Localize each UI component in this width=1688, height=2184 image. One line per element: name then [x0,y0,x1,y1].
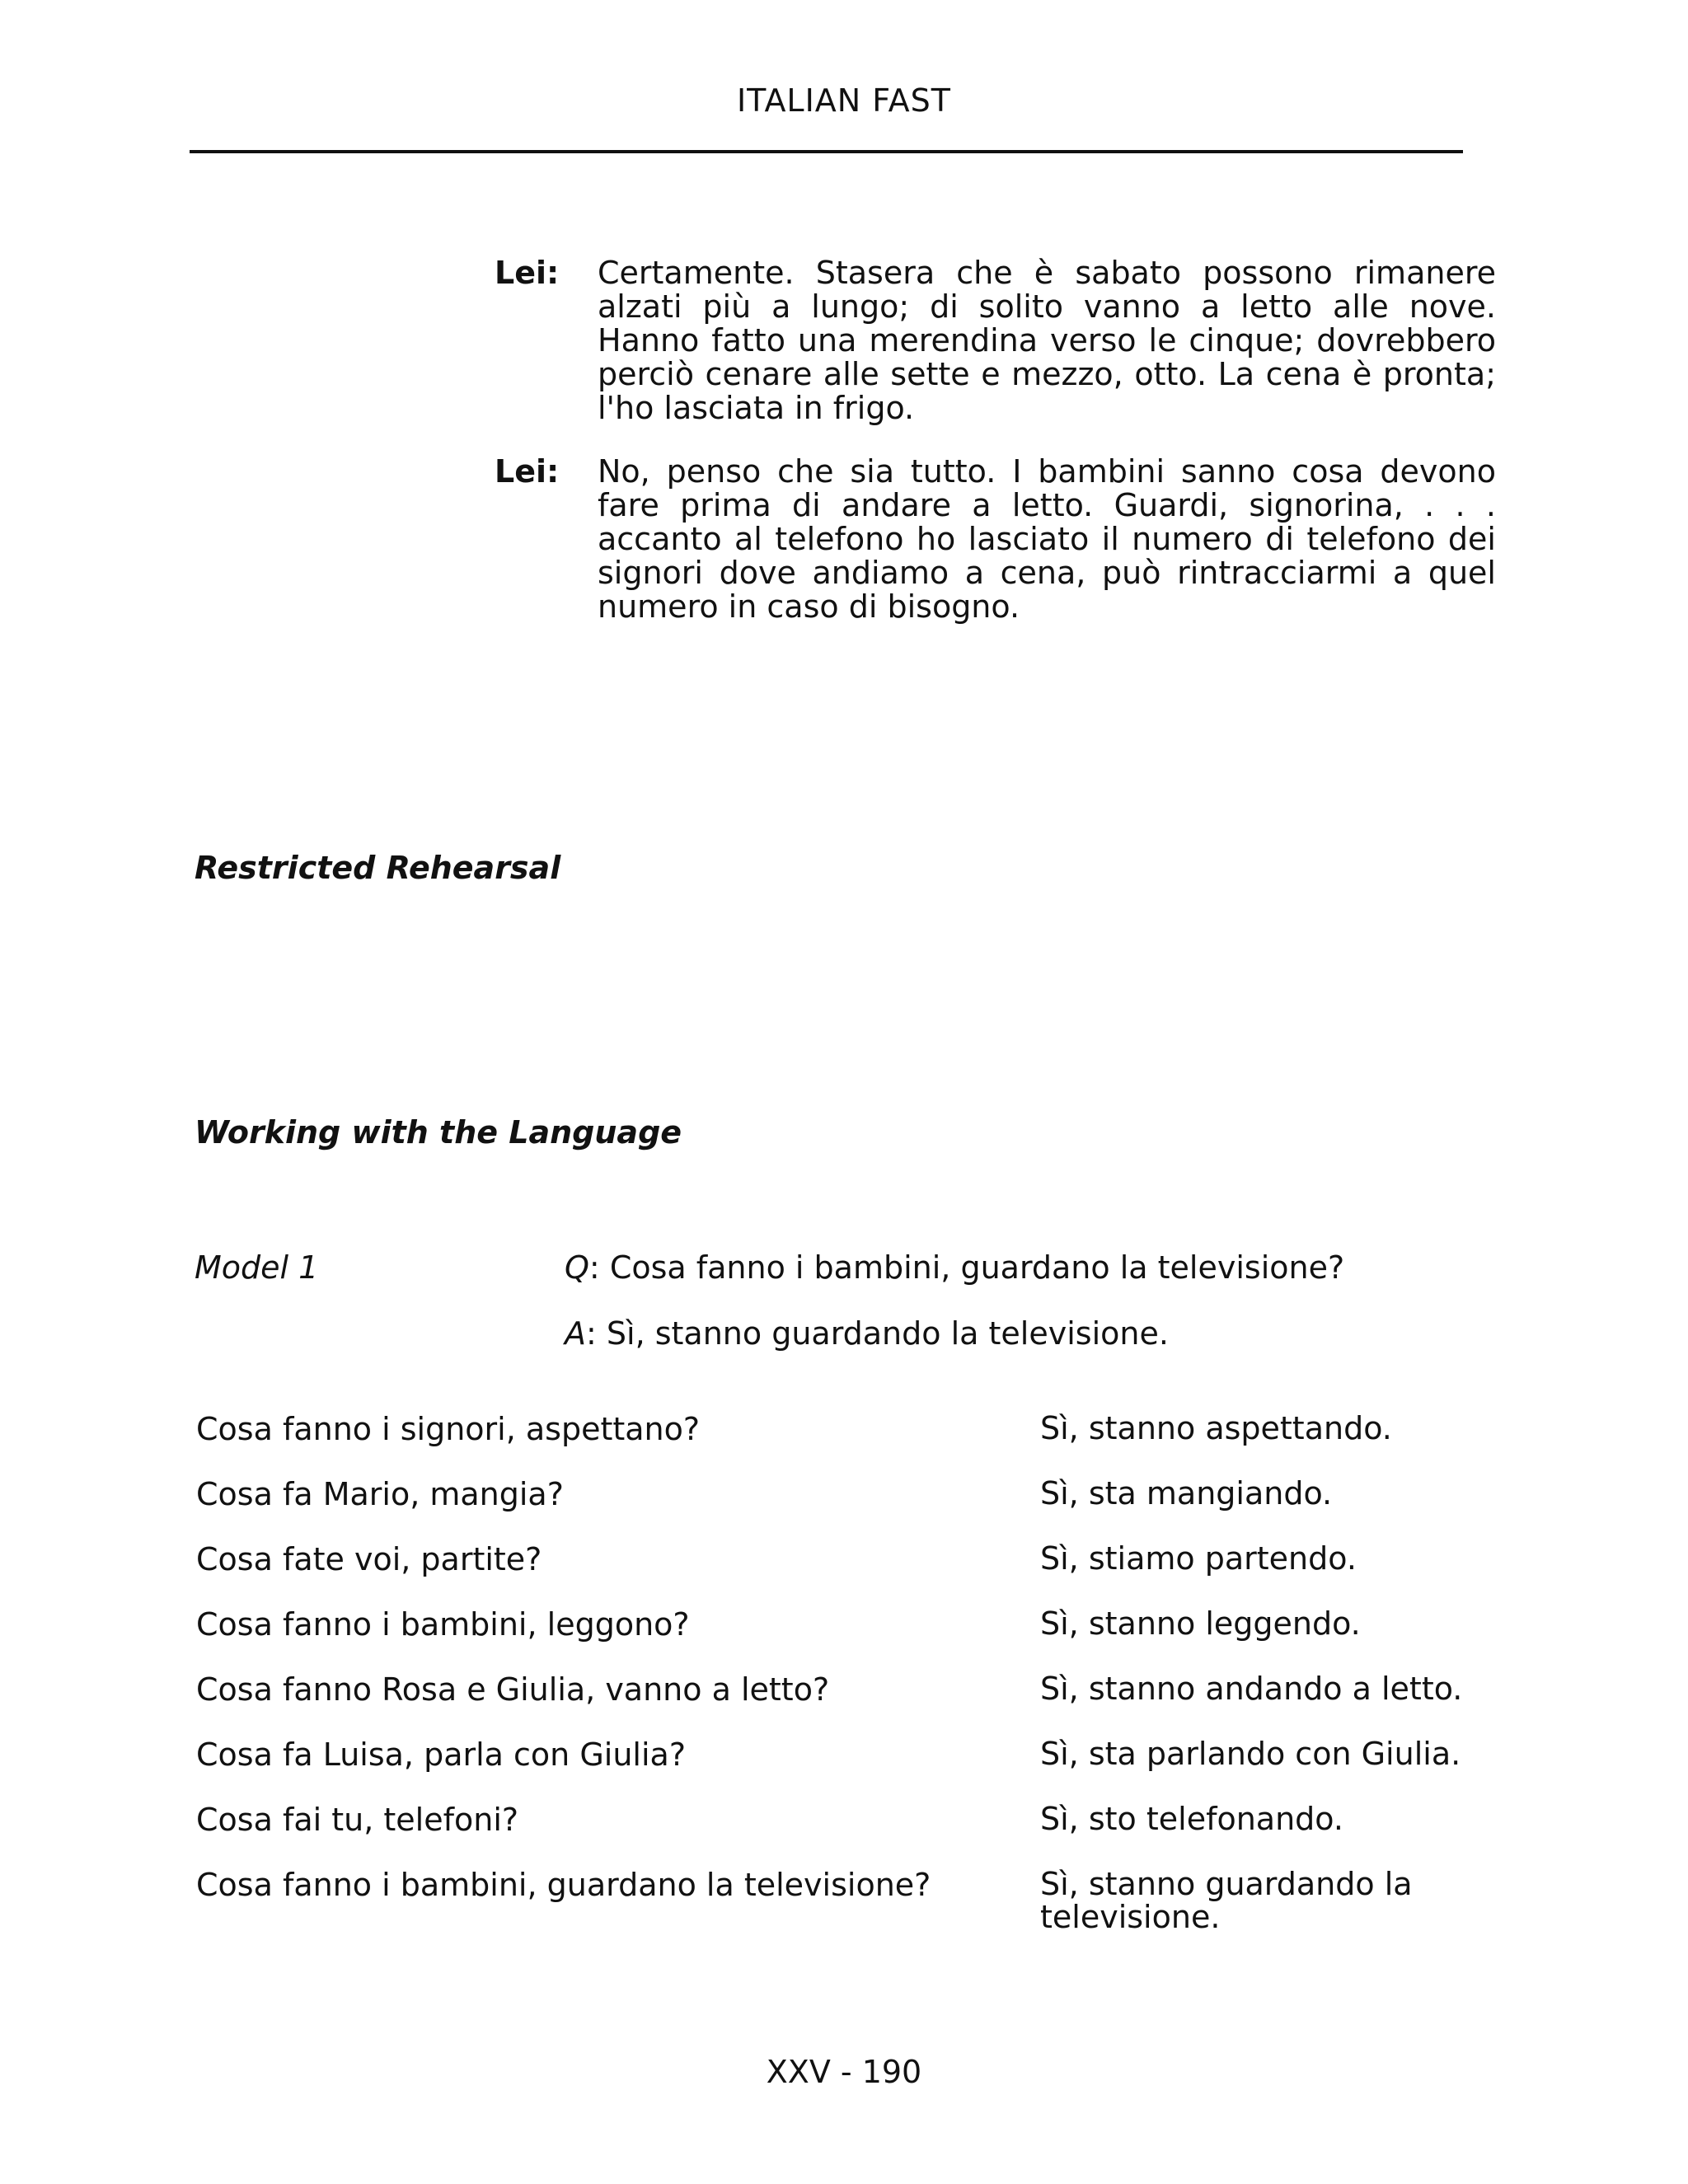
drill-answer: Sì, sto telefonando. [1040,1801,1343,1837]
speech-text: No, penso che sia tutto. I bambini sanno cosa devono fare prima di andare a letto. Guardi, signorina, . . . accanto al telefono ho lasciato il numero di telefono dei signori dove andiamo a cena, può rintracciarmi a quel numero in caso di bisogno. [598,453,1496,625]
drill-answer: Sì, stanno aspettando. [1040,1410,1392,1446]
drill-answer: Sì, sta mangiando. [1040,1475,1333,1511]
drill-question: Cosa fa Luisa, parla con Giulia? [196,1736,686,1773]
drill-answer: Sì, stanno andando a letto. [1040,1671,1463,1707]
answer-text: Sì, stanno guardando la televisione. [606,1315,1169,1352]
page-number: XXV - 190 [766,2054,922,2090]
section-heading-restricted-rehearsal: Restricted Rehearsal [195,850,561,886]
drill-question: Cosa fa Mario, mangia? [196,1476,564,1512]
drill-question: Cosa fai tu, telefoni? [196,1802,519,1838]
drill-question: Cosa fanno i bambini, leggono? [196,1606,690,1643]
drill-answer: Sì, stiamo partendo. [1040,1540,1357,1577]
drill-answer: Sì, sta parlando con Giulia. [1040,1736,1461,1772]
model-question: Q: Cosa fanno i bambini, guardano la televisione? [565,1249,1345,1286]
drill-answer: Sì, stanno leggendo. [1040,1605,1361,1642]
speaker-label: Lei: [495,453,560,490]
model-answer: A: Sì, stanno guardando la televisione. [565,1315,1169,1352]
running-head: ITALIAN FAST [736,82,952,119]
drill-question: Cosa fanno i bambini, guardano la televisione? [196,1867,931,1903]
drill-question: Cosa fanno i signori, aspettano? [196,1411,701,1447]
drill-question: Cosa fate voi, partite? [196,1541,542,1577]
speech-text: Certamente. Stasera che è sabato possono rimanere alzati più a lungo; di solito vanno a letto alle nove. Hanno fatto una merendina verso le cinque; dovrebbero perciò cenare alle sette e mezzo, otto. La cena è pronta; l'ho lasciata in frigo. [598,255,1496,426]
header-rule [190,150,1463,153]
question-letter: Q [565,1249,589,1286]
question-text: Cosa fanno i bambini, guardano la televisione? [609,1249,1345,1286]
model-label: Model 1 [195,1249,319,1286]
answer-letter: A [565,1315,586,1352]
drill-answer: Sì, stanno guardando la televisione. [1040,1866,1413,1935]
speaker-label: Lei: [495,255,560,291]
drill-question: Cosa fanno Rosa e Giulia, vanno a letto? [196,1671,830,1708]
section-heading-working-with-language: Working with the Language [195,1114,682,1151]
